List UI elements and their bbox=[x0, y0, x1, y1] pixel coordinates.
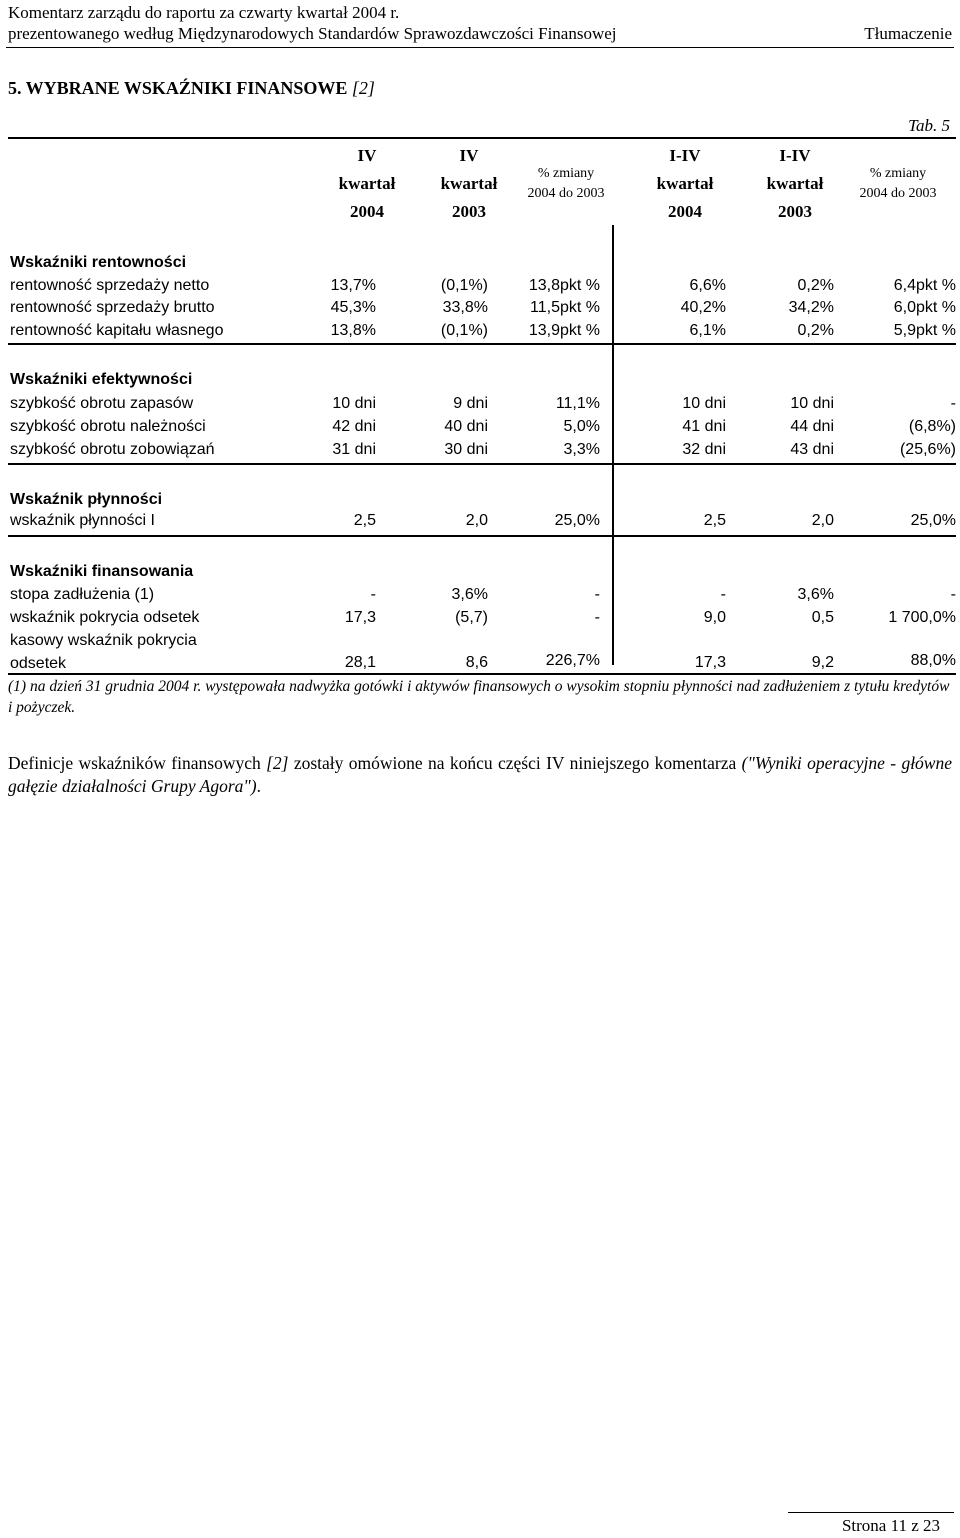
cell: 0,2% bbox=[797, 277, 834, 294]
table-row bbox=[10, 299, 956, 321]
row-label: szybkość obrotu należności bbox=[10, 418, 206, 435]
table-row bbox=[10, 609, 956, 631]
cell: 3,6% bbox=[451, 586, 488, 603]
cell: 10 dni bbox=[332, 395, 376, 412]
cell: 6,4pkt % bbox=[893, 277, 956, 294]
cell: 13,9pkt % bbox=[528, 322, 600, 339]
cell: - bbox=[950, 395, 956, 412]
cell: 226,7% bbox=[545, 652, 600, 669]
row-label: wskaźnik pokrycia odsetek bbox=[10, 609, 200, 626]
section-title: 5. WYBRANE WSKAŹNIKI FINANSOWE [2] bbox=[8, 78, 375, 98]
header-rule bbox=[6, 47, 954, 48]
table-label: Tab. 5 bbox=[908, 116, 950, 135]
cell: 2,5 bbox=[703, 512, 726, 529]
section-ref: [2] bbox=[351, 78, 375, 98]
cell: (25,6%) bbox=[899, 441, 956, 458]
page-number: Strona 11 z 23 bbox=[841, 1516, 940, 1535]
header-translation: Tłumaczenie bbox=[864, 24, 952, 43]
table-row bbox=[10, 418, 956, 440]
col-head-1: IV kwartał 2004 bbox=[338, 146, 396, 221]
cell: 41 dni bbox=[682, 418, 726, 435]
cell: 3,3% bbox=[563, 441, 600, 458]
header-line2 bbox=[8, 23, 952, 44]
cell: 8,6 bbox=[465, 654, 488, 671]
cell: (5,7) bbox=[455, 609, 488, 626]
cell: 9,2 bbox=[811, 654, 834, 671]
cell: 32 dni bbox=[682, 441, 726, 458]
cell: 6,0pkt % bbox=[893, 299, 956, 316]
cell: 5,9pkt % bbox=[893, 322, 956, 339]
cell: - bbox=[594, 609, 600, 626]
row-label: wskaźnik płynności I bbox=[10, 512, 155, 529]
cell: 2,0 bbox=[811, 512, 834, 529]
definitions-source: ("Wyniki operacyjne - główne gałęzie działalności Grupy Agora") bbox=[8, 753, 952, 796]
cell: 6,6% bbox=[689, 277, 726, 294]
cell: 0,5 bbox=[811, 609, 834, 626]
cell: 17,3 bbox=[344, 609, 376, 626]
cell: 40 dni bbox=[444, 418, 488, 435]
cell: (0,1%) bbox=[440, 322, 488, 339]
cell: 30 dni bbox=[444, 441, 488, 458]
cell: 25,0% bbox=[554, 512, 600, 529]
table-row bbox=[10, 277, 956, 299]
table-row bbox=[10, 322, 956, 344]
cell: 2,0 bbox=[465, 512, 488, 529]
cell: 9 dni bbox=[453, 395, 488, 412]
cell: 31 dni bbox=[332, 441, 376, 458]
header-standards: prezentowanego według Międzynarodowych Standardów Sprawozdawczości Finansowej bbox=[8, 24, 617, 43]
table-row bbox=[10, 512, 956, 534]
cell: 40,2% bbox=[680, 299, 726, 316]
group-title-efficiency: Wskaźniki efektywności bbox=[10, 371, 193, 388]
row-label: kasowy wskaźnik pokrycia bbox=[10, 632, 197, 649]
row-label: rentowność sprzedaży netto bbox=[10, 277, 210, 294]
table-row bbox=[10, 441, 956, 463]
table-row bbox=[10, 395, 956, 417]
cell: - bbox=[594, 586, 600, 603]
cell: (6,8%) bbox=[908, 418, 956, 435]
group-rule bbox=[8, 343, 956, 345]
cell: 10 dni bbox=[682, 395, 726, 412]
header-line1: Komentarz zarządu do raportu za czwarty kwartał 2004 r. bbox=[8, 3, 400, 22]
document-header bbox=[8, 2, 952, 44]
table-row bbox=[10, 586, 956, 608]
cell: 2,5 bbox=[353, 512, 376, 529]
col-head-2: IV kwartał 2003 bbox=[440, 146, 498, 221]
row-label: szybkość obrotu zobowiązań bbox=[10, 441, 215, 458]
definitions-ref: [2] bbox=[266, 753, 289, 773]
footnote: (1) na dzień 31 grudnia 2004 r. występowała nadwyżka gotówki i aktywów finansowych o wysokim stopniu płynności nad zadłużeniem z tytułu kredytów i pożyczek. bbox=[8, 678, 950, 716]
cell: 33,8% bbox=[442, 299, 488, 316]
table-top-rule bbox=[8, 137, 956, 139]
cell: - bbox=[720, 586, 726, 603]
cell: 17,3 bbox=[694, 654, 726, 671]
cell: 11,5pkt % bbox=[530, 299, 600, 316]
cell: 1 700,0% bbox=[888, 609, 956, 626]
cell: 45,3% bbox=[330, 299, 376, 316]
cell: 43 dni bbox=[790, 441, 834, 458]
cell: 0,2% bbox=[797, 322, 834, 339]
group-title-financing: Wskaźniki finansowania bbox=[10, 563, 194, 580]
cell: 13,8pkt % bbox=[528, 277, 600, 294]
col-head-3: % zmiany 2004 do 2003 bbox=[527, 166, 605, 201]
cell: 13,8% bbox=[330, 322, 376, 339]
cell: 5,0% bbox=[563, 418, 600, 435]
cell: 6,1% bbox=[689, 322, 726, 339]
cell: 34,2% bbox=[788, 299, 834, 316]
col-head-6: % zmiany 2004 do 2003 bbox=[859, 166, 937, 201]
row-label-cont: odsetek bbox=[10, 655, 67, 672]
group-title-liquidity: Wskaźnik płynności bbox=[10, 491, 163, 508]
cell: 3,6% bbox=[797, 586, 834, 603]
cell: 42 dni bbox=[332, 418, 376, 435]
cell: - bbox=[370, 586, 376, 603]
definitions-paragraph: Definicje wskaźników finansowych [2] zostały omówione na końcu części IV niniejszego komentarza ("Wyniki operacyjne - główne gałęzie działalności Grupy Agora"). bbox=[8, 753, 952, 796]
group-title-profitability: Wskaźniki rentowności bbox=[10, 254, 187, 271]
table-bottom-rule bbox=[8, 673, 956, 675]
row-label: stopa zadłużenia (1) bbox=[10, 586, 155, 603]
cell: 25,0% bbox=[910, 512, 956, 529]
table-row bbox=[10, 632, 956, 676]
cell: 9,0 bbox=[703, 609, 726, 626]
cell: 44 dni bbox=[790, 418, 834, 435]
cell: (0,1%) bbox=[440, 277, 488, 294]
cell: - bbox=[950, 586, 956, 603]
group-rule bbox=[8, 463, 956, 465]
col-head-5: I-IV kwartał 2003 bbox=[766, 146, 824, 221]
col-head-4: I-IV kwartał 2004 bbox=[656, 146, 714, 221]
cell: 10 dni bbox=[790, 395, 834, 412]
cell: 88,0% bbox=[910, 652, 956, 669]
row-label: szybkość obrotu zapasów bbox=[10, 395, 194, 412]
cell: 11,1% bbox=[555, 395, 600, 412]
cell: 28,1 bbox=[344, 654, 376, 671]
cell: 13,7% bbox=[330, 277, 376, 294]
row-label: rentowność sprzedaży brutto bbox=[10, 299, 215, 316]
group-rule bbox=[8, 535, 956, 537]
row-label: rentowność kapitału własnego bbox=[10, 322, 224, 339]
footer-rule bbox=[788, 1512, 954, 1513]
